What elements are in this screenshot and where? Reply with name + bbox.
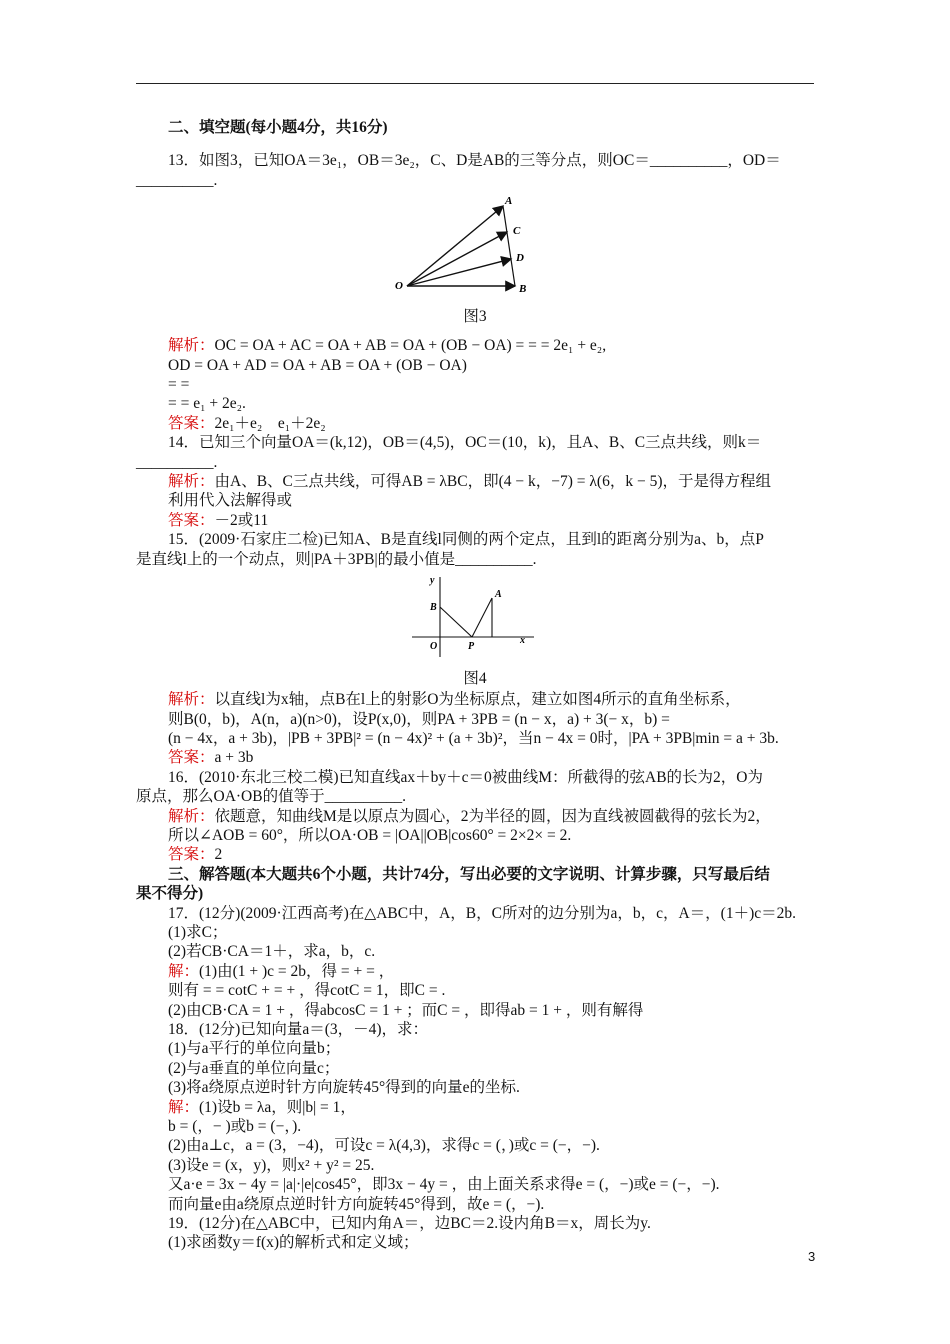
label-x: x (520, 635, 525, 647)
q15-answer: a + 3b (214, 749, 254, 767)
q16-answer-label: 答案： (168, 846, 215, 864)
q17-part2: (2)若CB·CA＝1＋，求a，b，c. (168, 943, 376, 961)
q15-line1: 15．(2009·石家庄二检)已知A、B是直线l同侧的两个定点，且到l的距离分别为a、b，点P (168, 531, 764, 549)
section2-heading: 二、填空题(每小题4分，共16分) (168, 119, 388, 136)
label-c: C (513, 225, 521, 238)
q19-line1: 19．(12分)在△ABC中，已知内角A＝，边BC＝2.设内角B＝x，周长为y. (168, 1215, 651, 1233)
segment-ab (503, 206, 515, 286)
q13-analysis-label: 解析： (168, 337, 215, 355)
q14-line1: 14．已知三个向量OA＝(k,12)，OB＝(4,5)，OC＝(10，k)，且A、B、C三点共线，则k＝ (168, 434, 762, 452)
q15-line2: 是直线l上的一个动点，则|PA＋3PB|的最小值是__________. (136, 550, 537, 568)
q17-solution-1: (1)由(1 + )c = 2b，得 = + = ， (199, 962, 395, 980)
q13-line1: 13．如图3，已知OA＝3e₁，OB＝3e₂，C、D是AB的三等分点，则OC＝__________，OD＝ (168, 152, 781, 170)
q18-part3: (3)将a绕原点逆时针方向旋转45°得到的向量e的坐标. (168, 1079, 520, 1097)
segment-pa (472, 598, 492, 637)
page-number: 3 (808, 1249, 816, 1264)
label-p: P (468, 641, 475, 653)
q13-solution-2: OD = OA + AD = OA + AB = OA + (OB − OA) (168, 356, 467, 374)
q16-line1: 16．(2010·东北三校二模)已知直线ax＋by＋c＝0被曲线M：所截得的弦AB的长为2，O为 (168, 768, 764, 786)
q14-answer: －2或11 (214, 511, 269, 529)
q18-solution-6: 而向量e由a绕原点逆时针方向旋转45°得到，故e = (，−). (168, 1195, 545, 1213)
q17-solution-2: 则有 = = cotC + = + ，得cotC = 1，即C = . (168, 982, 446, 1000)
label-b: B (519, 283, 527, 296)
q14-solution-2: 利用代入法解得或 (168, 492, 293, 510)
q14-answer-label: 答案： (168, 511, 215, 529)
label-o: O (395, 280, 403, 293)
q13-answer-label: 答案： (168, 414, 215, 432)
q15-solution-3: (n − 4x，a + 3b)，|PB + 3PB|² = (n − 4x)² + (a + 3b)²，当n − 4x = 0时，|PA + 3PB|min = a + 3b. (168, 729, 779, 747)
q18-solution-1: (1)设b = λa，则|b| = 1， (199, 1098, 356, 1116)
q17-part1: (1)求C； (168, 923, 228, 941)
q16-solution-1: 依题意，知曲线M是以原点为圆心，2为半径的圆，因为直线被圆截得的弦长为2， (214, 807, 771, 825)
q17-solution-label: 解： (168, 962, 200, 980)
q13-solution-1: OC = OA + AC = OA + AB = OA + (OB − OA) = = = 2e₁ + e₂, (214, 337, 607, 355)
q18-solution-label: 解： (168, 1098, 200, 1116)
q15-answer-label: 答案： (168, 749, 215, 767)
figure-3 (136, 194, 814, 304)
document-page (136, 118, 814, 1253)
figure-4 (136, 573, 814, 666)
q16-answer: 2 (214, 846, 223, 864)
q13-solution-4: = = e₁ + 2e₂. (168, 395, 246, 413)
figure-3-vectors (395, 194, 555, 299)
label-a: A (495, 589, 502, 601)
q13-solution-3: = = (168, 376, 190, 394)
q13-answer: 2e₁＋e₂ e₁＋2e₂ (214, 414, 326, 432)
q19-part1: (1)求函数y＝f(x)的解析式和定义域； (168, 1234, 419, 1252)
q13-line2: __________. (136, 171, 218, 189)
label-b: B (430, 602, 437, 614)
section3-heading-line2: 果不得分) (136, 885, 204, 903)
q18-part1: (1)与a平行的单位向量b； (168, 1040, 341, 1058)
q18-solution-3: (2)由a⊥c，a = (3，−4)，可设c = λ(4,3)，求得c = (，)或c = (−，−). (168, 1137, 600, 1155)
figure-4-coordinates (410, 573, 540, 661)
q18-solution-4: (3)设e = (x，y)，则x² + y² = 25. (168, 1156, 375, 1174)
q16-analysis-label: 解析： (168, 807, 215, 825)
q15-solution-1: 以直线l为x轴，点B在l上的射影O为坐标原点，建立如图4所示的直角坐标系， (214, 691, 741, 709)
figure-4-caption: 图4 (463, 670, 487, 688)
q16-line2: 原点，那么OA·OB的值等于__________. (136, 788, 406, 806)
q15-analysis-label: 解析： (168, 691, 215, 709)
q17-solution-3: (2)由CB·CA = 1 + ，得abcosC = 1 + ；而C = ，即得ab = 1 + ，则有解得 (168, 1001, 644, 1019)
label-y: y (430, 575, 435, 587)
q14-analysis-label: 解析： (168, 473, 215, 491)
q14-line2: __________. (136, 453, 218, 471)
header-rule (136, 83, 814, 84)
section3-heading-line1: 三、解答题(本大题共6个小题，共计74分，写出必要的文字说明、计算步骤，只写最后结 (168, 865, 770, 883)
q18-part2: (2)与a垂直的单位向量c； (168, 1059, 340, 1077)
q17-line1: 17．(12分)(2009·江西高考)在△ABC中，A，B，C所对的边分别为a，b，c，A＝，(1＋)c＝2b. (168, 904, 797, 922)
q14-solution-1: 由A、B、C三点共线，可得AB = λBC，即(4 − k，−7) = λ(6，k − 5)，于是得方程组 (214, 473, 771, 491)
q18-solution-5: 又a·e = 3x − 4y = |a|·|e|cos45°，即3x − 4y = ，由上面关系求得e = (，−)或e = (−，−). (168, 1176, 720, 1194)
segment-bp (440, 607, 472, 637)
vector-oc (407, 232, 507, 286)
q18-line1: 18．(12分)已知向量a＝(3，－4)，求： (168, 1021, 429, 1038)
q18-solution-2: b = (，− )或b = (−，). (168, 1118, 302, 1136)
label-a: A (505, 195, 513, 208)
q15-solution-2: 则B(0，b)，A(n，a)(n>0)，设P(x,0)，则PA + 3PB = (n − x，a) + 3(− x，b) = (168, 710, 670, 728)
label-o: O (430, 641, 438, 653)
label-d: D (516, 252, 524, 265)
q16-solution-2: 所以∠AOB = 60°，所以OA·OB = |OA||OB|cos60° = 2×2× = 2. (168, 826, 572, 844)
figure-3-caption: 图3 (463, 308, 487, 326)
